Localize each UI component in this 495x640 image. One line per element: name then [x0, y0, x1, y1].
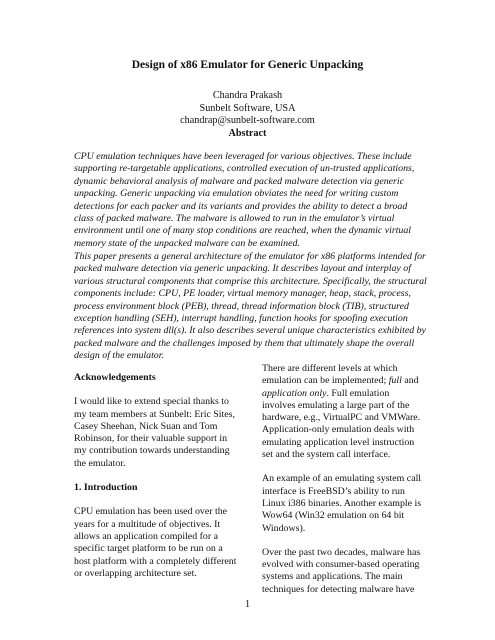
- abstract-line: unpacking. Generic unpacking via emulation obviates the need for writing custom: [74, 188, 399, 200]
- acknowledgements-heading: Acknowledgements: [74, 372, 156, 383]
- levels-paragraph: [262, 363, 434, 461]
- abstract-line: packed malware detection via generic unpacking. It describes layout and interplay of: [74, 263, 411, 275]
- body-line: Casey Sheehan, Nick Suan and Tom: [74, 420, 218, 432]
- abstract-line: supporting re-targetable applications, controlled execution of un-trusted applications,: [74, 163, 415, 175]
- right-column: [262, 363, 434, 596]
- body-line: There are different levels at which: [262, 363, 398, 374]
- emphasis-full: full: [388, 375, 402, 387]
- abstract-paragraph-2: [74, 251, 427, 363]
- body-line: set and the system call interface.: [262, 449, 391, 461]
- paper-title: Design of x86 Emulator for Generic Unpacking: [131, 59, 364, 71]
- abstract-line: dynamic behavioral analysis of malware and packed malware detection via generic: [74, 175, 405, 187]
- abstract-paragraph-1: [74, 151, 424, 250]
- body-text: and: [401, 375, 419, 387]
- body-line: systems and applications. The main: [262, 571, 403, 583]
- body-line: or overlapping architecture set.: [74, 567, 197, 579]
- body-line: Over the past two decades, malware has: [262, 546, 421, 558]
- abstract-line: design of the emulator.: [74, 350, 164, 362]
- author-email: chandrap@sunbelt-software.com: [180, 115, 315, 126]
- body-line: Windows).: [262, 522, 306, 534]
- body-line: my contribution towards understanding: [74, 445, 230, 457]
- body-line: my team members at Sunbelt: Eric Sites,: [74, 408, 235, 420]
- body-line: Application-only emulation deals with: [262, 424, 415, 436]
- body-line: hardware, e.g., VirtualPC and VMWare.: [262, 412, 421, 424]
- abstract-line: references into system dll(s). It also describes several unique characteristics exhibited by: [74, 325, 426, 337]
- abstract-line: detections for each packer and its variants and provides the ability to detect a broad: [74, 200, 408, 212]
- abstract-line: exception handling (SEH), interrupt handling, function hooks for spoofing execution: [74, 313, 408, 325]
- body-line: interface is FreeBSD’s ability to run: [262, 485, 405, 497]
- left-column: [74, 363, 259, 580]
- abstract-line: class of packed malware. The malware is allowed to run in the emulator’s virtual: [74, 213, 395, 225]
- body-line: evolved with consumer-based operating: [262, 559, 420, 571]
- body-line: [262, 375, 434, 387]
- introduction-paragraph: [74, 506, 259, 580]
- author-block: [0, 90, 495, 128]
- body-line: [262, 388, 434, 400]
- body-text: . Full emulation: [326, 387, 390, 399]
- abstract-line: packed malware and the challenges imposed by them that ultimately shape the overall: [74, 337, 415, 349]
- body-line: An example of an emulating system call: [262, 473, 422, 485]
- abstract-line: CPU emulation techniques have been leveraged for various objectives. These include: [74, 151, 412, 162]
- body-line: the emulator.: [74, 457, 126, 469]
- abstract-line: This paper presents a general architecture of the emulator for x86 platforms intended for: [74, 251, 426, 262]
- abstract-line: process environment block (PEB), thread, thread information block (TIB), structured: [74, 300, 409, 312]
- body-line: allows an application compiled for a: [74, 530, 218, 542]
- body-line: I would like to extend special thanks to: [74, 396, 229, 408]
- emphasis-application-only: application only: [262, 387, 327, 399]
- introduction-heading: 1. Introduction: [74, 482, 138, 494]
- abstract-line: memory state of the unpacked malware can be examined.: [74, 237, 300, 249]
- abstract-line: various structural components that comprise this architecture. Specifically, the structural: [74, 275, 427, 287]
- body-line: involves emulating a large part of the: [262, 399, 410, 411]
- body-line: techniques for detecting malware have: [262, 583, 415, 595]
- author-name: Chandra Prakash: [212, 90, 283, 101]
- author-affiliation: Sunbelt Software, USA: [199, 102, 296, 114]
- body-line: specific target platform to be run on a: [74, 543, 223, 555]
- body-line: years for a multitude of objectives. It: [74, 518, 221, 530]
- abstract-line: components include: CPU, PE loader, virtual memory manager, heap, stack, process,: [74, 288, 411, 300]
- body-line: emulating application level instruction: [262, 436, 415, 448]
- system-call-paragraph: [262, 473, 434, 534]
- acknowledgements-paragraph: [74, 396, 259, 470]
- abstract-heading: Abstract: [228, 128, 267, 139]
- abstract-line: environment until one of many stop conditions are reached, when the dynamic virtual: [74, 225, 412, 237]
- body-line: Wow64 (Win32 emulation on 64 bit: [262, 510, 405, 522]
- body-line: CPU emulation has been used over the: [74, 506, 228, 518]
- body-line: Linux i386 binaries. Another example is: [262, 497, 422, 509]
- malware-evolution-paragraph: [262, 547, 434, 596]
- body-line: host platform with a completely different: [74, 555, 237, 567]
- body-line: Robinson, for their valuable support in: [74, 433, 228, 445]
- page-number: 1: [244, 599, 251, 610]
- body-text: emulation can be implemented;: [262, 375, 389, 387]
